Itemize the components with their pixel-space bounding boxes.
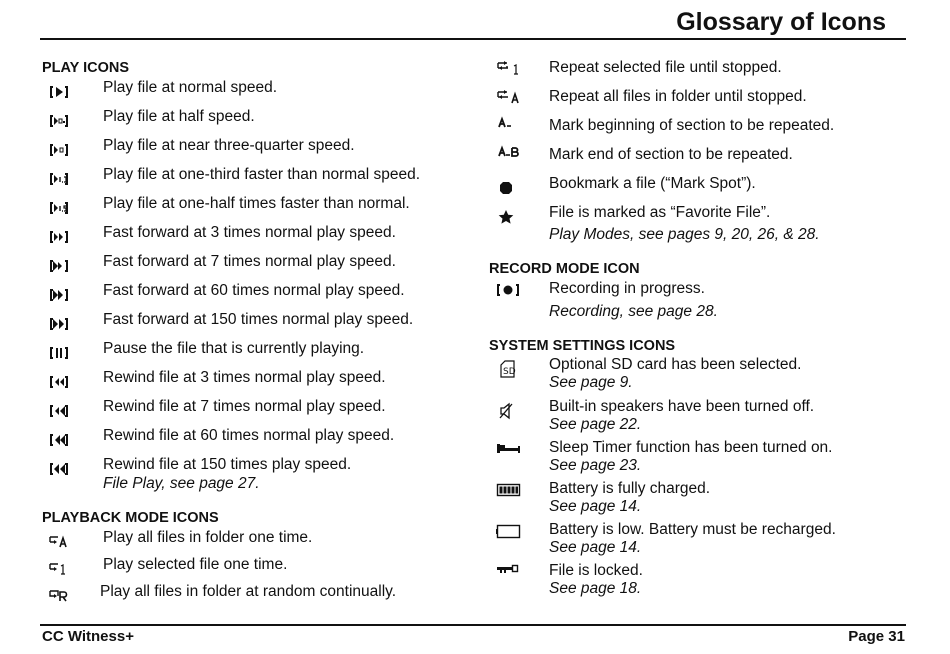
rewind-60x-icon xyxy=(48,432,70,448)
glossary-item xyxy=(42,555,472,582)
sd-card-icon xyxy=(495,360,517,376)
item-see-page: See page 23. xyxy=(549,457,642,474)
lock-key-icon xyxy=(495,562,517,578)
item-text: Play file at one-half times faster than normal. xyxy=(103,195,410,212)
item-text: Fast forward at 60 times normal play speed. xyxy=(103,282,405,299)
pause-icon xyxy=(48,345,70,361)
rewind-3x-icon xyxy=(48,374,70,390)
play-one-once-icon xyxy=(48,561,70,577)
glossary-item xyxy=(489,356,909,398)
item-main-text: Battery is low. Battery must be recharged. xyxy=(549,521,836,538)
item-text: Mark beginning of section to be repeated. xyxy=(549,117,835,134)
glossary-item xyxy=(42,339,472,368)
section-heading-playback-mode: PLAYBACK MODE ICONS xyxy=(42,510,219,526)
item-text xyxy=(549,439,833,475)
item-main-text: Sleep Timer function has been turned on. xyxy=(549,439,833,456)
play-one-third-faster-icon xyxy=(48,171,70,187)
play-half-speed-icon xyxy=(48,113,70,129)
item-text: Rewind file at 7 times normal play speed. xyxy=(103,398,386,415)
bookmark-icon xyxy=(495,180,517,196)
item-text xyxy=(549,521,836,557)
mark-ab-icon xyxy=(495,145,517,161)
item-text: Fast forward at 150 times normal play speed. xyxy=(103,311,414,328)
reference-note: File Play, see page 27. xyxy=(103,475,260,492)
svg-text:SD: SD xyxy=(503,367,516,377)
rewind-150x-icon xyxy=(48,461,70,477)
play-one-half-faster-icon xyxy=(48,200,70,216)
item-main-text: Battery is fully charged. xyxy=(549,480,711,497)
glossary-item xyxy=(42,281,472,310)
glossary-item xyxy=(489,480,909,521)
item-text: Fast forward at 3 times normal play speed. xyxy=(103,224,396,241)
glossary-item xyxy=(489,145,909,174)
page-title: Glossary of Icons xyxy=(676,8,886,36)
battery-full-icon xyxy=(495,482,517,498)
random-play-icon xyxy=(48,588,70,604)
item-main-text: File is locked. xyxy=(549,562,643,579)
item-see-page: See page 18. xyxy=(549,580,642,597)
glossary-item xyxy=(489,174,909,203)
repeat-one-icon xyxy=(495,60,517,76)
item-text: Play all files in folder one time. xyxy=(103,529,313,546)
reference-note: Play Modes, see pages 9, 20, 26, & 28. xyxy=(549,226,820,243)
left-column xyxy=(42,58,472,611)
item-text: Repeat selected file until stopped. xyxy=(549,59,782,76)
item-main-text: Built-in speakers have been turned off. xyxy=(549,398,815,415)
glossary-item xyxy=(489,439,909,480)
item-text: Play all files in folder at random continually. xyxy=(100,583,397,600)
item-text xyxy=(549,356,801,392)
glossary-item xyxy=(42,310,472,339)
speaker-off-icon xyxy=(495,402,517,418)
glossary-item xyxy=(489,87,909,116)
fast-forward-3x-icon xyxy=(48,229,70,245)
item-text: Rewind file at 3 times normal play speed. xyxy=(103,369,386,386)
item-text xyxy=(549,480,710,516)
right-column xyxy=(489,58,909,603)
item-text: Fast forward at 7 times normal play speed. xyxy=(103,253,396,270)
item-see-page: See page 14. xyxy=(549,498,642,515)
play-all-once-icon xyxy=(48,534,70,550)
mark-a-icon xyxy=(495,116,517,132)
glossary-item xyxy=(42,165,472,194)
fast-forward-150x-icon xyxy=(48,316,70,332)
glossary-item xyxy=(42,223,472,252)
glossary-item xyxy=(489,521,909,562)
reference-note: Recording, see page 28. xyxy=(549,303,718,320)
glossary-item xyxy=(42,252,472,281)
item-text: Pause the file that is currently playing. xyxy=(103,340,365,357)
glossary-item xyxy=(489,116,909,145)
item-see-page: See page 14. xyxy=(549,539,642,556)
item-main-text: Optional SD card has been selected. xyxy=(549,356,802,373)
item-see-page: See page 9. xyxy=(549,374,633,391)
section-heading-system-settings: SYSTEM SETTINGS ICONS xyxy=(489,338,676,354)
item-text: Play file at half speed. xyxy=(103,108,255,125)
rewind-7x-icon xyxy=(48,403,70,419)
item-text: Mark end of section to be repeated. xyxy=(549,146,793,163)
item-text: Rewind file at 150 times play speed. xyxy=(103,456,352,473)
item-text: File is marked as “Favorite File”. xyxy=(549,204,771,221)
bottom-rule xyxy=(40,624,906,626)
item-text: Play file at one-third faster than normal speed. xyxy=(103,166,421,183)
play-normal-icon xyxy=(48,84,70,100)
item-text: Play selected file one time. xyxy=(103,556,288,573)
battery-low-icon xyxy=(495,523,517,539)
glossary-item xyxy=(42,78,472,107)
repeat-all-icon xyxy=(495,89,517,105)
glossary-item xyxy=(42,368,472,397)
fast-forward-7x-icon xyxy=(48,258,70,274)
glossary-item xyxy=(42,194,472,223)
item-text: Play file at near three-quarter speed. xyxy=(103,137,355,154)
fast-forward-60x-icon xyxy=(48,287,70,303)
item-text: Rewind file at 60 times normal play speed. xyxy=(103,427,395,444)
glossary-item xyxy=(42,455,472,484)
glossary-item xyxy=(489,279,909,302)
glossary-item xyxy=(42,582,472,611)
section-heading-play: PLAY ICONS xyxy=(42,60,130,76)
glossary-item xyxy=(42,426,472,455)
item-text: Recording in progress. xyxy=(549,280,705,297)
footer-product-name: CC Witness+ xyxy=(42,628,134,645)
recording-icon xyxy=(495,282,517,298)
section-heading-record-mode: RECORD MODE ICON xyxy=(489,261,640,277)
item-text xyxy=(549,562,643,598)
favorite-star-icon xyxy=(495,209,517,225)
glossary-item xyxy=(489,562,909,603)
glossary-item xyxy=(489,398,909,439)
glossary-item xyxy=(42,107,472,136)
item-text: Repeat all files in folder until stopped. xyxy=(549,88,807,105)
item-text: Play file at normal speed. xyxy=(103,79,278,96)
item-text xyxy=(549,398,814,434)
glossary-item xyxy=(489,58,909,87)
top-rule xyxy=(40,38,906,40)
glossary-item xyxy=(42,136,472,165)
glossary-item xyxy=(489,203,909,225)
page-number: Page 31 xyxy=(848,628,905,645)
item-see-page: See page 22. xyxy=(549,416,642,433)
glossary-item xyxy=(42,528,472,555)
item-text: Bookmark a file (“Mark Spot”). xyxy=(549,175,756,192)
glossary-item xyxy=(42,397,472,426)
play-three-quarter-speed-icon xyxy=(48,142,70,158)
sleep-timer-icon xyxy=(495,441,517,457)
